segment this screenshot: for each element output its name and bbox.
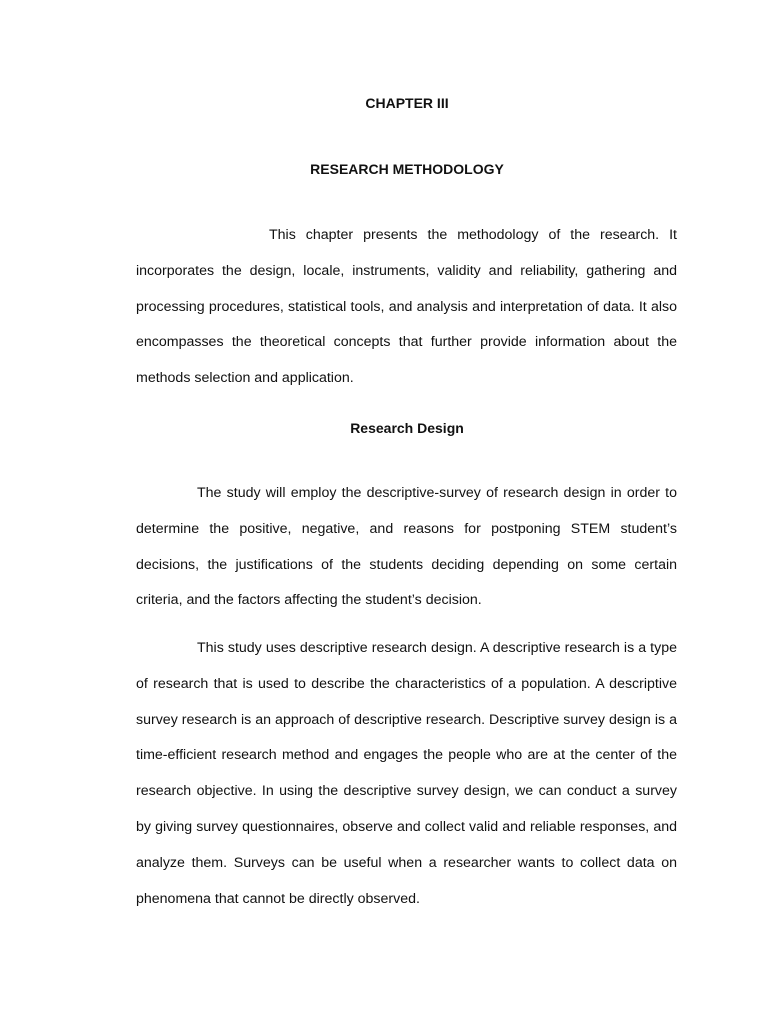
intro-paragraph: This chapter presents the methodology of the research. It incorporates the design, locale, instruments, validity and reliability, gathering and processing procedures, statistical tools, and analysis and interpretation of data. It also encompasses the theoretical concepts that further provide information about the methods selection and application. [136, 227, 677, 387]
body-paragraph: The study will employ the descriptive-survey of research design in order to determine the positive, negative, and reasons for postponing STEM student’s decisions, the justifications of the students deciding depending on some certain criteria, and the factors affecting the student’s decision. [136, 485, 677, 609]
chapter-title: RESEARCH METHODOLOGY [310, 161, 504, 177]
section-heading: Research Design [350, 420, 464, 436]
chapter-label: CHAPTER III [365, 95, 449, 111]
body-paragraph: This study uses descriptive research design. A descriptive research is a type of research that is used to describe the characteristics of a population. A descriptive survey research is an approach of descriptive research. Descriptive survey design is a time-efficient research method and engages the people who are at the center of the research objective. In using the descriptive survey design, we can conduct a survey by giving survey questionnaires, observe and collect valid and reliable responses, and analyze them. Surveys can be useful when a researcher wants to collect data on phenomena that cannot be directly observed. [136, 640, 677, 907]
